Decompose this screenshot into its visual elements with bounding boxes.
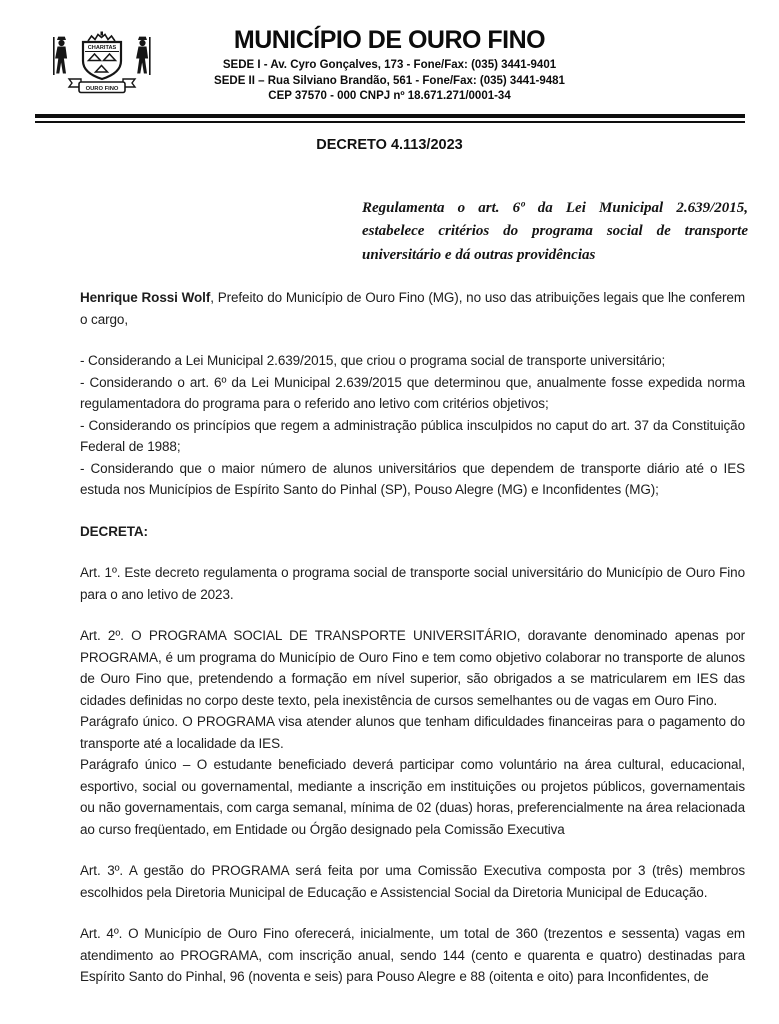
considerando-item-4: - Considerando que o maior número de alunos universitários que dependem de transporte diário até o IES estuda nos Municípios de Espírito Santo do Pinhal (SP), Pouso Alegre (MG) e Inconfidentes (MG); <box>80 460 745 497</box>
decree-body <box>80 287 745 988</box>
considerando-item-3: - Considerando os princípios que regem a administração pública insculpidos no caput do art. 37 da Constituição Federal de 1988; <box>80 417 745 454</box>
considerando-item-1: - Considerando a Lei Municipal 2.639/2015, que criou o programa social de transporte universitário; <box>80 353 666 368</box>
preamble-text: , Prefeito do Município de Ouro Fino (MG), no uso das atribuições legais que lhe conferem o cargo, <box>80 290 745 327</box>
article-2-sole-paragraph-2: Parágrafo único – O estudante beneficiado deverá participar como voluntário na área cultural, educacional, esportivo, social ou governamental, mediante a inscrição em instituições ou projetos públicos, governamentais ou não governamentais, com carga semanal, mínima de 02 (duas) horas, preferencialmente na área relacionada ao curso freqüentado, em Entidade ou Órgão designado pela Comissão Executiva <box>80 757 745 837</box>
address-line-1: SEDE I - Av. Cyro Gonçalves, 173 - Fone/Fax: (035) 3441-9401 <box>222 59 557 71</box>
address-line-2: SEDE II – Rua Silviano Brandão, 561 - Fone/Fax: (035) 3441-9481 <box>214 74 565 87</box>
article-2: Art. 2º. O PROGRAMA SOCIAL DE TRANSPORTE UNIVERSITÁRIO, doravante denominado apenas por PROGRAMA, é um programa do Município de Ouro Fino e tem como objetivo colaborar no transporte de alunos de Ouro Fino que, pretendendo a formação em nível superior, são obrigados a se matricularem em IES das cidades definidas no corpo deste texto, pela inexistência de cursos semelhantes ou de vagas em Ouro Fino. <box>80 628 745 708</box>
article-2-sole-paragraph-1: Parágrafo único. O PROGRAMA visa atender alunos que tenham dificuldades financeiras para o pagamento do transporte até a localidade da IES. <box>80 714 745 751</box>
preamble-author-name: Henrique Rossi Wolf <box>80 290 211 305</box>
consideranda-block <box>80 350 745 501</box>
decree-epigraph: Regulamenta o art. 6º da Lei Municipal 2.639/2015, estabelece critérios do programa social de transporte universitário e dá outras providências <box>362 199 748 263</box>
address-line-3: CEP 37570 - 000 CNPJ nº 18.671.271/0001-34 <box>268 90 511 102</box>
article-3: Art. 3º. A gestão do PROGRAMA será feita por uma Comissão Executiva composta por 3 (três) membros escolhidos pela Diretoria Municipal de Educação e Assistencial Social da Diretoria Municipal de Educação. <box>80 863 745 900</box>
decreta-heading: DECRETA: <box>80 523 148 539</box>
crest-cross <box>101 32 104 36</box>
article-2-block <box>80 625 745 840</box>
header-divider <box>35 114 745 123</box>
banner-text: OURO FINO <box>85 86 119 92</box>
article-1: Art. 1º. Este decreto regulamenta o programa social de transporte social universitário do Município de Ouro Fino para o ano letivo de 2023. <box>80 565 745 602</box>
left-figure <box>53 37 67 75</box>
letterhead <box>0 0 779 123</box>
shield-motto-text: CHARITAS <box>87 45 117 52</box>
municipality-title: MUNICÍPIO DE OURO FINO <box>233 26 546 54</box>
article-4: Art. 4º. O Município de Ouro Fino oferecerá, inicialmente, um total de 360 (trezentos e sessenta) vagas em atendimento ao PROGRAMA, com inscrição anual, sendo 144 (cento e quarenta e quatro) destinadas para Espírito Santo do Pinhal, 96 (noventa e seis) para Pouso Alegre e 88 (oitenta e oito) para Inconfidentes, de <box>80 926 745 984</box>
right-figure <box>136 37 151 75</box>
considerando-item-2: - Considerando o art. 6º da Lei Municipal 2.639/2015 que determinou que, anualmente fosse expedida norma regulamentadora do programa para o referido ano letivo com critérios objetivos; <box>80 374 745 411</box>
preamble <box>80 287 745 330</box>
decree-title: DECRETO 4.113/2023 <box>316 136 463 153</box>
municipal-coat-of-arms-logo <box>44 31 160 97</box>
